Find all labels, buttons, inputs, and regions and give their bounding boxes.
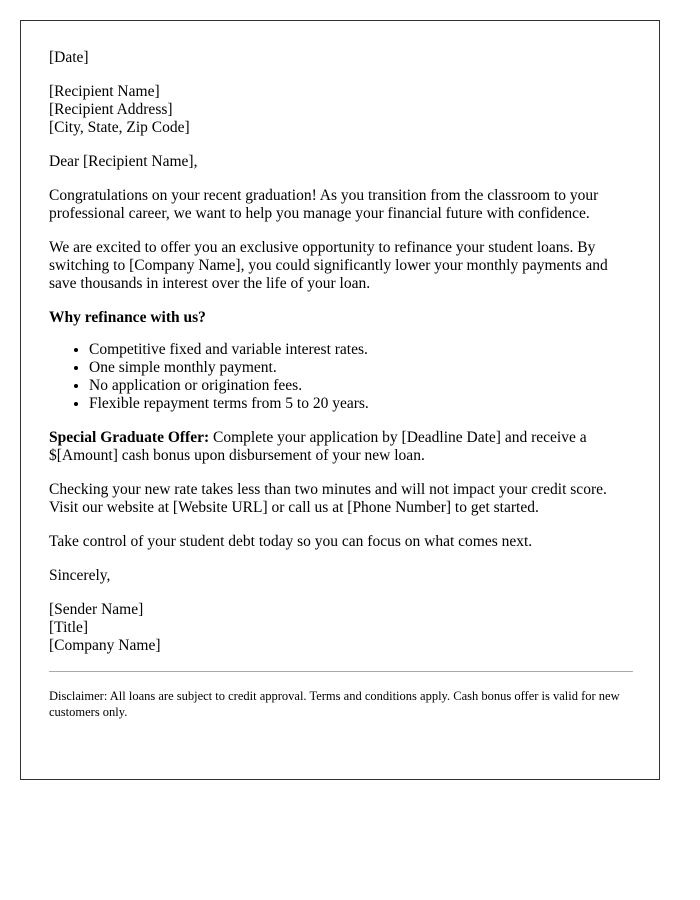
sender-name: [Sender Name]	[49, 601, 144, 618]
list-item: • One simple monthly payment.	[89, 359, 631, 377]
intro-paragraph: Congratulations on your recent graduation! As you transition from the classroom to your professional career, we want to help you manage your financial future with confidence.	[49, 187, 599, 222]
list-item: • Flexible repayment terms from 5 to 20 years.	[89, 395, 631, 413]
disclaimer: Disclaimer: All loans are subject to credit approval. Terms and conditions apply. Cash bonus offer is valid for new customers only.	[49, 689, 620, 719]
recipient-address-block	[49, 83, 631, 137]
why-refinance-heading: Why refinance with us?	[49, 309, 206, 326]
special-offer-paragraph	[49, 429, 631, 465]
list-item: • No application or origination fees.	[89, 377, 631, 395]
letter-page	[20, 20, 660, 780]
recipient-address: [Recipient Address]	[49, 101, 173, 118]
salutation: Dear [Recipient Name],	[49, 153, 198, 170]
recipient-city-state-zip: [City, State, Zip Code]	[49, 119, 190, 136]
offer-paragraph: We are excited to offer you an exclusive opportunity to refinance your student loans. By switching to [Company Name], you could significantly lower your monthly payments and save thousands in interest over the life of your loan.	[49, 239, 608, 292]
special-offer-text: Complete your application by [Deadline Date] and receive a $[Amount] cash bonus upon disbursement of your new loan.	[49, 429, 587, 464]
closing-line: Take control of your student debt today so you can focus on what comes next.	[49, 533, 533, 550]
call-to-action-paragraph: Checking your new rate takes less than two minutes and will not impact your credit score. Visit our website at [Website URL] or call us at [Phone Number] to get started.	[49, 481, 607, 516]
date-text: [Date]	[49, 49, 89, 66]
signature-block	[49, 601, 631, 655]
special-offer-label: Special Graduate Offer:	[49, 429, 210, 446]
list-item: • Competitive fixed and variable interest rates.	[89, 341, 631, 359]
recipient-name: [Recipient Name]	[49, 83, 160, 100]
sender-title: [Title]	[49, 619, 89, 636]
sender-company: [Company Name]	[49, 637, 161, 654]
letter-date	[49, 49, 631, 67]
sign-off: Sincerely,	[49, 567, 111, 584]
divider	[49, 671, 633, 672]
benefits-list	[49, 341, 631, 413]
